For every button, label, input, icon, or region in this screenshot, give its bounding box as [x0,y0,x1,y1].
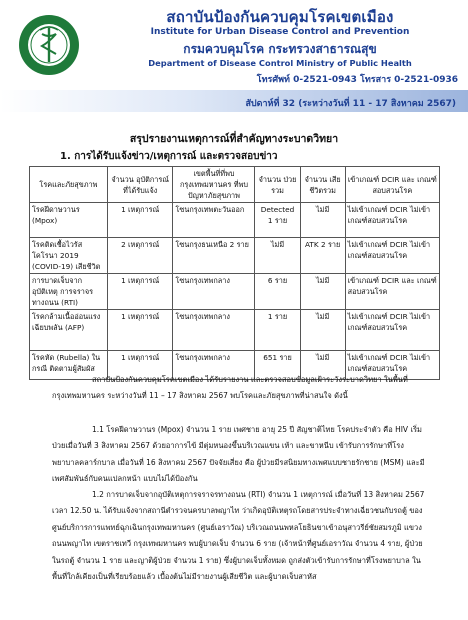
summary-paragraph: สถาบันป้องกันควบคุมโรคเขตเมือง ได้รับรายงาน และตรวจสอบข้อมูลเฝ้าระวังระบาดวิทยา ในพื้นที่กรุงเทพมหานคร ระหว่างวันที่ 11 – 17 สิงหาคม 2567 พบโรคและภัยสุขภาพที่น่าสนใจ ดังนี้ [52,375,408,401]
table-header-row [30,167,440,203]
table-cell: เข้าเกณฑ์ DCIR และ เกณฑ์สอบสวนโรค [345,274,439,310]
column-header: โรคและภัยสุขภาพ [30,167,108,203]
org-name-thai: สถาบันป้องกันควบคุมโรคเขตเมือง [166,8,394,26]
table-cell: ไม่เข้าเกณฑ์ DCIR ไม่เข้าเกณฑ์สอบสวนโรค [345,238,439,274]
table-cell: โรคฝีดาษวานร (Mpox) [30,203,108,238]
table-cell: 1 เหตุการณ์ [107,310,173,351]
organization-block [104,8,456,68]
department-name-thai: กรมควบคุมโรค กระทรวงสาธารณสุข [183,42,377,56]
table-row [30,203,440,238]
contact-numbers: โทรศัพท์ 0-2521-0943 โทรสาร 0-2521-0936 [256,75,458,85]
table-cell: ไม่เข้าเกณฑ์ DCIR ไม่เข้าเกณฑ์สอบสวนโรค [345,310,439,351]
table-cell: โรคติดเชื้อไวรัสโคโรนา 2019 (COVID-19) เสียชีวิต [30,238,108,274]
table-cell: โรคหัด (Rubella) ในกรณี ติดตามผู้สัมผัส [30,351,108,380]
table-cell: ไม่มี [300,274,345,310]
table-cell: 1 เหตุการณ์ [107,203,173,238]
table-cell: โซนกรุงเทพกลาง [173,351,255,380]
table-cell: การบาดเจ็บจากอุบัติเหตุ การจราจรทางถนน (RTI) [30,274,108,310]
table-cell: ไม่มี [255,238,300,274]
table-cell: โรคกล้ามเนื้ออ่อนแรงเฉียบพลัน (AFP) [30,310,108,351]
table-cell: 1 เหตุการณ์ [107,351,173,380]
table-cell: 651 ราย [255,351,300,380]
table-cell: ไม่เข้าเกณฑ์ DCIR ไม่เข้าเกณฑ์สอบสวนโรค [345,351,439,380]
table-cell: 1 ราย [255,310,300,351]
letterhead [0,0,468,118]
report-title: สรุปรายงานเหตุการณ์ที่สำคัญทางระบาดวิทยา [129,133,339,145]
events-table [29,166,440,380]
table-row [30,274,440,310]
mpox-paragraph: 1.1 โรคฝีดาษวานร (Mpox) จำนวน 1 ราย เพศชาย อายุ 25 ปี สัญชาติไทย โรคประจำตัว คือ HIV เริ่มป่วยเมื่อวันที่ 3 สิงหาคม 2567 ด้วยอาการไข้ มีตุ่มหนองขึ้นบริเวณแขน เท้า และขาหนีบ เข้ารับการรักษาที่โรงพยาบาลคลาร์กบาล เมื่อวันที่ 16 สิงหาคม 2567 ปัจจัยเสี่ยง คือ ผู้ป่วยมีรสนิยมทางเพศแบบชายรักชาย (MSM) และมีเพศสัมพันธ์กับคนแปลกหน้า แบบไม่ได้ป้องกัน [52,425,425,484]
rti-paragraph: 1.2 การบาดเจ็บจากอุบัติเหตุการจราจรทางถนน (RTI) จำนวน 1 เหตุการณ์ เมื่อวันที่ 13 สิงหาคม 2567 เวลา 12.50 น. ได้รับแจ้งจากสถานีตำรวจนครบาลพญาไท ว่าเกิดอุบัติเหตุรถโดยสารประจำทางเฉี่ยวชนกับรถตู้ ของศูนย์บริการการแพทย์ฉุกเฉินกรุงเทพมหานคร (ศูนย์เอราวัณ) บริเวณถนนพหลโยธินขาเข้าอนุสาวรีย์ชัยสมรภูมิ แขวงถนนพญาไท เขตราชเทวี กรุงเทพมหานคร พบผู้บาดเจ็บ จำนวน 6 ราย (เจ้าหน้าที่ศูนย์เอราวัณ จำนวน 4 ราย, ผู้ป่วยในรถตู้ จำนวน 1 ราย และญาติผู้ป่วย จำนวน 1 ราย) ซึ่งผู้บาดเจ็บทั้งหมด ถูกส่งตัวเข้ารับการรักษาที่โรงพยาบาล ในพื้นที่ใกล้เคียงเป็นที่เรียบร้อยแล้ว เบื้องต้นไม่มีรายงานผู้เสียชีวิต และผู้บาดเจ็บสาหัส [52,490,425,582]
column-header: จำนวน อุบัติการณ์ที่ได้รับแจ้ง [107,167,173,203]
table-row [30,238,440,274]
table-cell: ไม่เข้าเกณฑ์ DCIR ไม่เข้าเกณฑ์สอบสวนโรค [345,203,439,238]
table-cell: โซนกรุงเทพตะวันออก [173,203,255,238]
table-cell: โซนกรุงธนเหนือ 2 ราย [173,238,255,274]
table-cell: 2 เหตุการณ์ [107,238,173,274]
ministry-logo-icon [18,14,80,76]
section-heading: 1. การได้รับแจ้งข่าว/เหตุการณ์ และตรวจสอบข่าว [60,151,278,162]
org-name-english: Institute for Urban Disease Control and Prevention [150,27,410,37]
report-week: สัปดาห์ที่ 32 (ระหว่างวันที่ 11 - 17 สิงหาคม 2567) [245,99,456,109]
table-cell: Detected 1 ราย [255,203,300,238]
table-cell: โซนกรุงเทพกลาง [173,310,255,351]
table-cell: 6 ราย [255,274,300,310]
column-header: เขตพื้นที่ที่พบกรุงเทพมหานคร ที่พบปัญหาภัยสุขภาพ [173,167,255,203]
table-cell: ATK 2 ราย [300,238,345,274]
table-cell: โซนกรุงเทพกลาง [173,274,255,310]
table-row [30,310,440,351]
column-header: เข้าเกณฑ์ DCIR และ เกณฑ์สอบสวนโรค [345,167,439,203]
table-cell: 1 เหตุการณ์ [107,274,173,310]
table-cell: ไม่มี [300,203,345,238]
department-name-english: Department of Disease Control Ministry of Public Health [148,58,412,68]
table-cell: ไม่มี [300,310,345,351]
table-cell: ไม่มี [300,351,345,380]
column-header: จำนวน ป่วยรวม [255,167,300,203]
column-header: จำนวน เสียชีวิตรวม [300,167,345,203]
